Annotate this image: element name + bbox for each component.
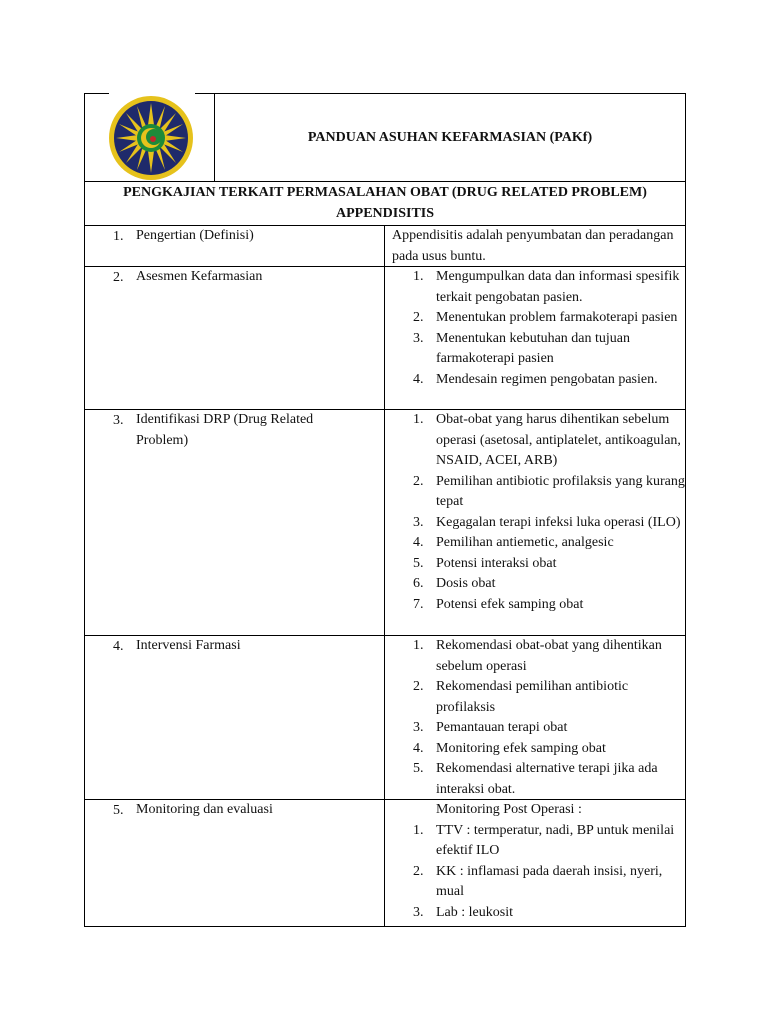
- row-number: 2.: [113, 270, 124, 285]
- list-item: 2. Menentukan problem farmakoterapi pasien: [413, 310, 678, 325]
- institution-logo: [107, 95, 195, 181]
- table-row: [85, 800, 685, 927]
- row-content-cell: [385, 410, 685, 635]
- definition-text: Appendisitis adalah penyumbatan dan peradangan pada usus buntu.: [392, 228, 674, 264]
- list-item: 3. Pemantauan terapi obat: [413, 720, 568, 735]
- list-item: 1. TTV : termperatur, nadi, BP untuk menilai efektif ILO: [413, 822, 675, 858]
- page-title: PANDUAN ASUHAN KEFARMASIAN (PAKf): [307, 129, 593, 145]
- row-label: Pengertian (Definisi): [136, 228, 254, 243]
- row-content-cell: [385, 267, 685, 409]
- row-label-cell: [85, 636, 385, 799]
- table-row: [85, 410, 685, 636]
- section-title-line1: PENGKAJIAN TERKAIT PERMASALAHAN OBAT (DRUG RELATED PROBLEM): [123, 185, 647, 200]
- table-row: [85, 267, 685, 410]
- row-label-cell: [85, 267, 385, 409]
- section-title-line2: APPENDISITIS: [335, 206, 435, 221]
- row-content-cell: [385, 226, 685, 266]
- row-label: Monitoring dan evaluasi: [136, 802, 273, 817]
- numbered-list: [385, 267, 685, 390]
- list-item: 3. Menentukan kebutuhan dan tujuan farmakoterapi pasien: [413, 330, 631, 366]
- row-label: Asesmen Kefarmasian: [136, 269, 263, 284]
- numbered-list: [385, 410, 685, 615]
- list-item: 2. Pemilihan antibiotic profilaksis yang kurang tepat: [413, 473, 685, 509]
- list-item: 4. Monitoring efek samping obat: [413, 740, 606, 756]
- list-item: 1. Rekomendasi obat-obat yang dihentikan sebelum operasi: [413, 638, 662, 674]
- row-number: 4.: [113, 639, 124, 654]
- list-item: 5. Potensi interaksi obat: [413, 555, 557, 571]
- row-number: 3.: [113, 413, 124, 428]
- list-item: 1. Mengumpulkan data dan informasi spesifik terkait pengobatan pasien.: [413, 269, 680, 305]
- row-number: 5.: [113, 803, 124, 818]
- row-label-cell: [85, 410, 385, 635]
- list-item: 4. Mendesain regimen pengobatan pasien.: [413, 371, 658, 387]
- section-title: [85, 182, 685, 226]
- list-item: 1. Obat-obat yang harus dihentikan sebelum operasi (asetosal, antiplatelet, antikoagulan, NSAID, ACEI, ARB): [413, 412, 681, 468]
- row-number: 1.: [113, 229, 124, 244]
- logo-cell: [85, 94, 215, 181]
- list-item: 6. Dosis obat: [413, 576, 496, 591]
- table-row: [85, 226, 685, 267]
- list-item: 2. KK : inflamasi pada daerah insisi, nyeri, mual: [413, 863, 663, 899]
- monitoring-subheading: Monitoring Post Operasi :: [436, 802, 582, 817]
- numbered-list: [385, 821, 685, 924]
- list-item: 2. Rekomendasi pemilihan antibiotic profilaksis: [413, 679, 629, 715]
- list-item: 4. Pemilihan antiemetic, analgesic: [413, 535, 614, 550]
- table-row: [85, 636, 685, 800]
- row-label: Identifikasi DRP (Drug Related Problem): [136, 412, 314, 448]
- list-item: 7. Potensi efek samping obat: [413, 596, 584, 612]
- list-item: 3. Kegagalan terapi infeksi luka operasi (ILO): [413, 514, 681, 530]
- list-item: 5. Rekomendasi alternative terapi jika ada interaksi obat.: [413, 761, 658, 797]
- row-label-cell: [85, 226, 385, 266]
- row-content-cell: [385, 636, 685, 799]
- row-label: Intervensi Farmasi: [136, 638, 241, 653]
- row-content-cell: [385, 800, 685, 927]
- numbered-list: [385, 636, 685, 800]
- main-table: [84, 182, 686, 927]
- list-item: 3. Lab : leukosit: [413, 904, 513, 920]
- header-table: [84, 93, 686, 182]
- row-label-cell: [85, 800, 385, 927]
